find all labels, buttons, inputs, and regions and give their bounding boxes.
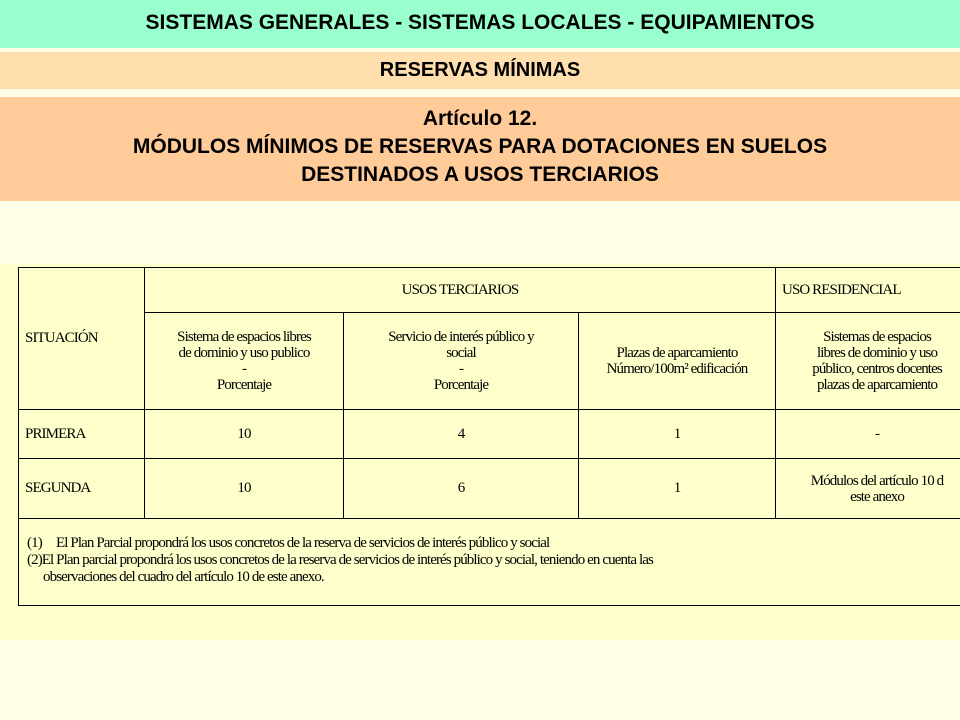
cell-text-line: social — [446, 345, 476, 361]
article-heading-line-2: DESTINADOS A USOS TERCIARIOS — [301, 163, 659, 186]
article-number: Artículo 12. — [422, 107, 538, 130]
note-2-continuation: observaciones del cuadro del artículo 10 de este anexo. — [43, 569, 324, 585]
article-heading-band — [0, 97, 960, 201]
reservas-table — [18, 267, 960, 606]
cell-text-line: - — [241, 361, 247, 377]
cell-text-line: de dominio y uso publico — [178, 345, 310, 361]
cell-text-line: público, centros docentes — [812, 361, 942, 377]
row-plazas-value: 1 — [579, 459, 776, 519]
article-heading-line-1: MÓDULOS MÍNIMOS DE RESERVAS PARA DOTACIONES EN SUELOS — [132, 135, 828, 158]
table-group-header-row — [19, 268, 960, 313]
row-espacios-value: 10 — [145, 459, 344, 519]
situacion-header: SITUACIÓN — [19, 268, 145, 410]
cell-text-line: Porcentaje — [433, 377, 489, 393]
cell-text-line: plazas de aparcamiento — [816, 377, 938, 393]
row-residencial-value — [776, 410, 960, 459]
cell-text-line: - — [458, 361, 464, 377]
col-header-servicio-interes — [344, 313, 579, 410]
page-title: SISTEMAS GENERALES - SISTEMAS LOCALES - EQUIPAMIENTOS — [145, 11, 815, 34]
table-column-header-row — [19, 313, 960, 410]
row-situacion: SEGUNDA — [19, 459, 145, 519]
group-header-usos-terciarios: USOS TERCIARIOS — [145, 268, 776, 313]
cell-text-line: - — [874, 426, 880, 442]
page-title-band — [0, 0, 960, 48]
cell-text-line: Sistemas de espacios — [823, 329, 931, 345]
row-espacios-value: 10 — [145, 410, 344, 459]
row-residencial-value — [776, 459, 960, 519]
cell-text-line: este anexo — [850, 488, 904, 505]
cell-text-line: Sistema de espacios libres — [177, 329, 311, 345]
page-subtitle: RESERVAS MÍNIMAS — [379, 59, 581, 81]
note-2: (2)El Plan parcial propondrá los usos concretos de la reserva de servicios de interés público y social, teniendo en cuenta las — [27, 552, 653, 568]
col-header-plazas-aparcamiento — [579, 313, 776, 410]
group-header-uso-residencial: USO RESIDENCIAL — [776, 268, 960, 313]
row-plazas-value: 1 — [579, 410, 776, 459]
col-header-espacios-libres — [145, 313, 344, 410]
cell-text-line: Plazas de aparcamiento — [616, 345, 738, 361]
table-notes — [19, 519, 960, 606]
cell-text-line: libres de dominio y uso — [816, 345, 938, 361]
table-row — [19, 410, 960, 459]
table-notes-row — [19, 519, 960, 606]
row-servicio-value: 6 — [344, 459, 579, 519]
note-1: (1) El Plan Parcial propondrá los usos concretos de la reserva de servicios de interés público y social — [27, 535, 550, 551]
cell-text-line: Porcentaje — [216, 377, 272, 393]
subtitle-band — [0, 52, 960, 89]
cell-text-line: Número/100m² edificación — [606, 361, 748, 377]
col-header-uso-residencial — [776, 313, 960, 410]
row-situacion: PRIMERA — [19, 410, 145, 459]
cell-text-line: Módulos del artículo 10 d — [810, 472, 944, 489]
row-servicio-value: 4 — [344, 410, 579, 459]
cell-text-line: Servicio de interés público y — [388, 329, 534, 345]
table-row — [19, 459, 960, 519]
